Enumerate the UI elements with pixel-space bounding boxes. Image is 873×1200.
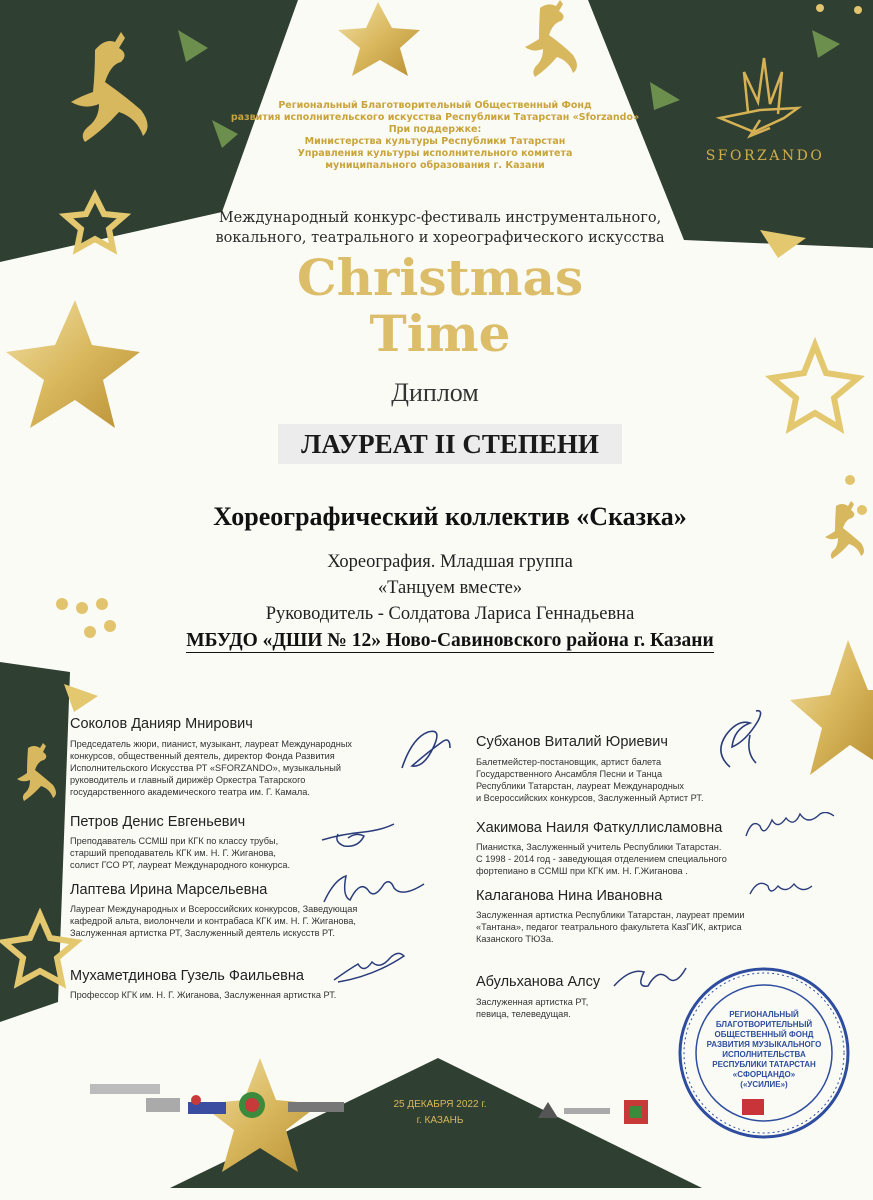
laureate-degree: ЛАУРЕАТ II СТЕПЕНИ xyxy=(278,424,622,464)
school-name-text: МБУДО «ДШИ № 12» Ново-Савиновского района г. Казани xyxy=(186,630,714,651)
jury-desc-line: Преподаватель ССМШ при КГК по классу трубы, xyxy=(70,836,279,846)
organizer-line: развития исполнительского искусства Республики Татарстан «Sforzando» xyxy=(230,112,640,123)
jury-description xyxy=(476,996,588,1020)
jury-desc-line: Заслуженная артистка РТ, Заслуженный деятель искусств РТ. xyxy=(70,928,335,938)
jury-desc-line: певица, телеведущая. xyxy=(476,1009,571,1019)
jury-name: Соколов Данияр Мнирович xyxy=(70,716,253,732)
subtitle-line: Международный конкурс-фестиваль инструментального, xyxy=(218,210,662,226)
jury-desc-line: Исполнительского Искусства РТ «SFORZANDO», музыкальный xyxy=(70,763,341,773)
organizer-line: При поддержке: xyxy=(388,124,482,135)
signature-mukhametdinova xyxy=(330,950,410,990)
jury-name: Субханов Виталий Юриевич xyxy=(476,734,668,750)
jury-desc-line: Республики Татарстан, лауреат Международных xyxy=(476,781,685,791)
nomination: Хореография. Младшая группа xyxy=(327,552,573,572)
diploma-label: Диплом xyxy=(391,378,479,407)
jury-desc-line: руководитель и главный дирижёр Оркестра Татарского xyxy=(70,775,306,785)
jury-desc-line: старший преподаватель КГК им. Н. Г. Жиганова, xyxy=(70,848,276,858)
stamp-line: РЕСПУБЛИКИ ТАТАРСТАН xyxy=(712,1060,816,1069)
jury-description xyxy=(70,989,336,1001)
jury-name: Абульханова Алсу xyxy=(476,974,601,990)
jury-desc-line: фортепиано в ССМШ при КГК им. Н. Г.Жиганова . xyxy=(476,866,688,876)
piece-title: «Танцуем вместе» xyxy=(377,578,523,598)
jury-description xyxy=(70,835,290,871)
triangle-deco-5 xyxy=(64,684,98,712)
jury-description xyxy=(476,756,704,804)
jury-name: Петров Денис Евгеньевич xyxy=(70,814,246,830)
jury-name: Мухаметдинова Гузель Фаильевна xyxy=(70,968,304,984)
stamp-line: РЕГИОНАЛЬНЫЙ xyxy=(729,1010,799,1019)
stamp-line: РАЗВИТИЯ МУЗЫКАЛЬНОГО xyxy=(706,1040,822,1049)
signature-sokolov xyxy=(398,724,454,776)
jury-desc-line: Заслуженная артистка Республики Татарстан, лауреат премии xyxy=(476,910,745,920)
organizer-line: Управления культуры исполнительного комитета xyxy=(297,148,573,159)
title-line-2: Time xyxy=(369,304,511,363)
stamp-line: БЛАГОТВОРИТЕЛЬНЫЙ xyxy=(715,1020,813,1029)
jury-desc-line: Председатель жюри, пианист, музыкант, лауреат Международных xyxy=(70,739,353,749)
gold-dots-left xyxy=(56,598,116,638)
jury-desc-line: Казанского ТЮЗа. xyxy=(476,934,554,944)
school-name xyxy=(130,630,770,652)
jury-desc-line: Заслуженная артистка РТ, xyxy=(476,997,589,1007)
partner-logo-kazan-icon xyxy=(620,1096,652,1128)
title-line-1: Christmas xyxy=(296,248,584,307)
jury-desc-line: Профессор КГК им. Н. Г. Жиганова, Заслуженная артистка РТ. xyxy=(70,990,337,1000)
jury-desc-line: Пианистка, Заслуженный учитель Республики Татарстан. xyxy=(476,842,722,852)
signature-subkhanov xyxy=(710,705,768,773)
stamp-line: ОБЩЕСТВЕННЫЙ ФОНД xyxy=(714,1030,814,1039)
organizer-line: Региональный Благотворительный Общественный Фонд xyxy=(278,100,592,111)
star-left-large xyxy=(6,300,140,428)
jury-desc-line: Лауреат Международных и Всероссийских конкурсов, Заведующая xyxy=(70,904,358,914)
stamp-text xyxy=(700,1010,828,1090)
star-outline-right xyxy=(772,345,858,428)
jury-desc-line: Балетмейстер-постановщик, артист балета xyxy=(476,757,662,767)
event-date-block xyxy=(370,1097,510,1129)
organizer-line: муниципального образования г. Казани xyxy=(325,160,545,171)
jury-description xyxy=(476,841,727,877)
stamp-line: ИСПОЛНИТЕЛЬСТВА xyxy=(722,1050,806,1059)
star-right-large xyxy=(790,640,873,775)
partner-logo-tatarstan-icon xyxy=(236,1090,268,1120)
brand-name: SFORZANDO xyxy=(705,148,825,164)
stamp-line: («УСИЛИЕ») xyxy=(740,1080,788,1089)
jury-desc-line: «Тантана», педагог театрального факультета КазГИК, актриса xyxy=(476,922,742,932)
organizer-block xyxy=(210,100,660,172)
signature-khakimova xyxy=(742,812,838,848)
star-top-center xyxy=(338,2,420,76)
jury-name: Хакимова Наиля Фаткуллисламовна xyxy=(476,820,723,836)
leader: Руководитель - Солдатова Лариса Геннадьевна xyxy=(265,604,635,624)
organizer-line: Министерства культуры Республики Татарстан xyxy=(304,136,566,147)
stamp-line: «СФОРЦАНДО» xyxy=(732,1070,796,1079)
jury-description xyxy=(70,738,352,798)
jury-name: Калаганова Нина Ивановна xyxy=(476,888,663,904)
deer-top-right xyxy=(525,0,577,77)
contest-title xyxy=(250,250,630,362)
partner-logo-theatre-icon xyxy=(286,1098,346,1118)
jury-desc-line: государственного академического театра им. Г. Камала. xyxy=(70,787,310,797)
signature-petrov xyxy=(318,818,398,850)
jury-desc-line: солист ГСО РТ, лауреат Международного конкурса. xyxy=(70,860,291,870)
jury-desc-line: и Всероссийских конкурсов, Заслуженный Артист РТ. xyxy=(476,793,704,803)
partner-logo-ministry-icon xyxy=(86,1080,186,1120)
contest-subtitle xyxy=(160,208,720,248)
jury-desc-line: конкурсов, общественный деятель, директор Фонда Развития xyxy=(70,751,335,761)
jury-description xyxy=(70,903,357,939)
jury-description xyxy=(476,909,744,945)
jury-desc-line: кафедрой альта, виолончели и контрабаса КГК им. Н. Г. Жиганова, xyxy=(70,916,356,926)
jury-desc-line: Государственного Ансамбля Песни и Танца xyxy=(476,769,663,779)
event-city: г. КАЗАНЬ xyxy=(416,1115,464,1126)
participant-name: Хореографический коллектив «Сказка» xyxy=(213,502,687,531)
event-date: 25 ДЕКАБРЯ 2022 г. xyxy=(393,1099,487,1110)
jury-name: Лаптева Ирина Марсельевна xyxy=(70,882,268,898)
signature-lapteva xyxy=(318,872,428,912)
partner-logo-gtrk-icon xyxy=(186,1094,228,1120)
partner-logo-culture-icon xyxy=(534,1098,614,1124)
jury-desc-line: С 1998 - 2014 год - заведующая отделением специального xyxy=(476,854,727,864)
signature-kalaganova xyxy=(746,874,816,906)
subtitle-line: вокального, театрального и хореографического искусства xyxy=(215,230,665,246)
